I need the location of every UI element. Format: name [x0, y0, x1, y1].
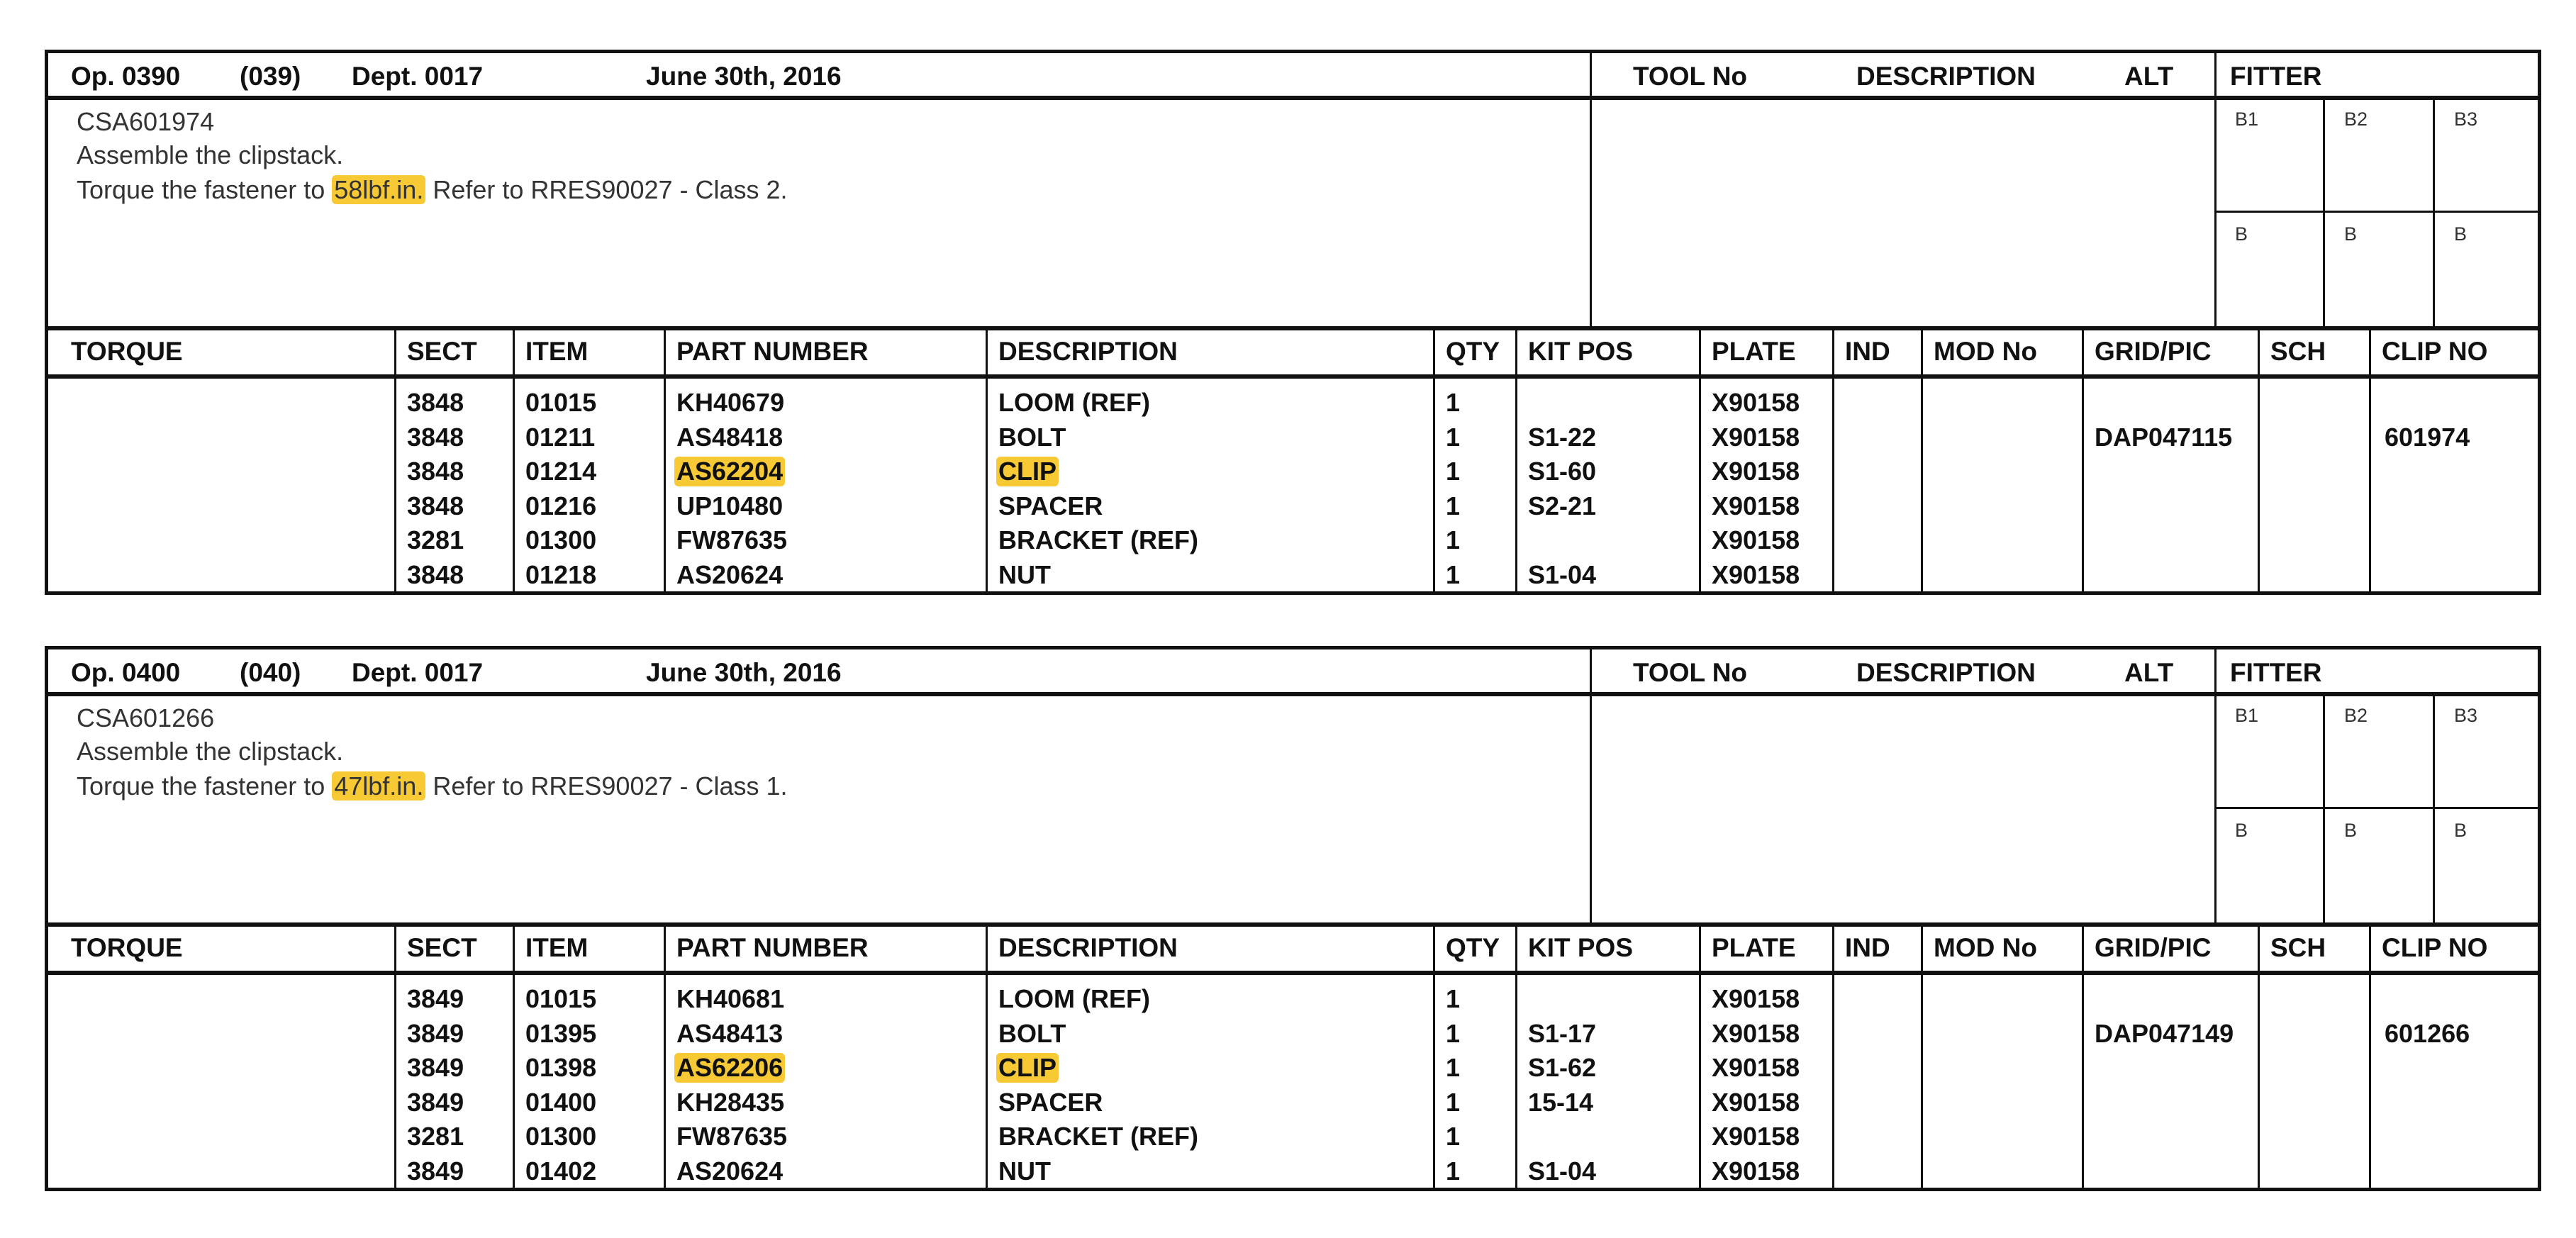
fitter-section-divider — [2214, 649, 2217, 924]
table-cell-desc: BRACKET (REF) — [998, 1122, 1198, 1151]
table-cell-kit: S2-21 — [1528, 491, 1597, 520]
table-cell-sect: 3849 — [407, 1087, 464, 1117]
torque-value: 47lbf.in. — [332, 771, 425, 801]
fitter-slot-label: B3 — [2454, 108, 2478, 130]
column-divider — [1699, 925, 1701, 1191]
column-header-qty: QTY — [1446, 337, 1500, 366]
column-divider — [1699, 328, 1701, 595]
fitter-header: FITTER — [2230, 62, 2322, 91]
operation-block — [45, 50, 2541, 595]
column-divider — [394, 925, 396, 1191]
table-cell-part: UP10480 — [676, 491, 784, 520]
fitter-slot-label: B — [2235, 820, 2248, 841]
column-divider — [664, 925, 666, 1191]
table-cell-sect: 3849 — [407, 1156, 464, 1186]
table-cell-qty: 1 — [1446, 1087, 1461, 1117]
table-cell-sect: 3281 — [407, 1122, 464, 1151]
column-divider — [986, 328, 988, 595]
column-header-torque: TORQUE — [71, 337, 183, 366]
table-cell-part: AS62204 — [674, 457, 785, 486]
header-divider — [48, 692, 2538, 696]
op-sequence: (039) — [240, 62, 301, 91]
table-cell-desc: LOOM (REF) — [998, 388, 1150, 417]
alt-header: ALT — [2124, 658, 2174, 687]
fitter-slot-label: B — [2344, 820, 2358, 841]
table-cell-part: AS20624 — [676, 560, 784, 589]
instruction-text: Torque the fastener to — [77, 771, 333, 801]
fitter-row-divider — [2214, 807, 2538, 809]
table-cell-desc: NUT — [998, 1156, 1051, 1186]
table-cell-qty: 1 — [1446, 457, 1461, 486]
instruction-torque-line — [77, 771, 788, 801]
column-divider — [2082, 328, 2084, 595]
column-header-sect: SECT — [407, 337, 477, 366]
op-number: Op. 0400 — [71, 658, 181, 687]
tool-description-header: DESCRIPTION — [1856, 62, 2036, 91]
instruction-text: Refer to RRES90027 - Class 1. — [425, 771, 788, 801]
table-cell-desc: NUT — [998, 560, 1051, 589]
table-cell-part: KH40681 — [676, 984, 785, 1013]
fitter-slot-label: B1 — [2235, 705, 2259, 726]
table-cell-plate: X90158 — [1712, 1018, 1800, 1048]
fitter-slot-label: B3 — [2454, 705, 2478, 726]
table-cell-kit: S1-60 — [1528, 457, 1597, 486]
fitter-slot-label: B1 — [2235, 108, 2259, 130]
column-header-mod-no: MOD No — [1934, 933, 2037, 962]
table-cell-sect: 3848 — [407, 457, 464, 486]
fitter-slot-label: B — [2235, 223, 2248, 245]
column-header-qty: QTY — [1446, 933, 1500, 962]
column-divider — [1515, 328, 1517, 595]
tool-no-header: TOOL No — [1633, 62, 1748, 91]
table-cell-qty: 1 — [1446, 984, 1461, 1013]
grid-pic-value: DAP047149 — [2095, 1018, 2234, 1048]
table-cell-part: KH28435 — [676, 1087, 785, 1117]
instruction-line: Assemble the clipstack. — [77, 737, 344, 766]
column-divider — [1921, 328, 1923, 595]
column-header-plate: PLATE — [1712, 933, 1796, 962]
table-cell-qty: 1 — [1446, 422, 1461, 452]
instruction-text: Torque the fastener to — [77, 175, 333, 204]
column-divider — [513, 328, 515, 595]
table-cell-item: 01398 — [525, 1053, 597, 1083]
table-cell-plate: X90158 — [1712, 1122, 1800, 1151]
table-cell-item: 01402 — [525, 1156, 597, 1186]
table-cell-plate: X90158 — [1712, 422, 1800, 452]
column-header-description: DESCRIPTION — [998, 933, 1178, 962]
column-divider — [513, 925, 515, 1191]
table-cell-item: 01218 — [525, 560, 597, 589]
fitter-slot-label: B — [2344, 223, 2358, 245]
table-cell-sect: 3849 — [407, 1018, 464, 1048]
header-divider — [48, 96, 2538, 100]
column-divider — [2369, 328, 2371, 595]
column-divider — [1515, 925, 1517, 1191]
torque-value: 58lbf.in. — [332, 175, 425, 204]
fitter-row-divider — [2214, 211, 2538, 213]
fitter-section-divider — [2214, 53, 2217, 328]
column-header-part-number: PART NUMBER — [676, 933, 869, 962]
table-cell-item: 01015 — [525, 984, 597, 1013]
table-cell-sect: 3848 — [407, 422, 464, 452]
table-cell-part: FW87635 — [676, 1122, 788, 1151]
table-cell-plate: X90158 — [1712, 491, 1800, 520]
op-sequence: (040) — [240, 658, 301, 687]
table-cell-qty: 1 — [1446, 1053, 1461, 1083]
table-cell-plate: X90158 — [1712, 560, 1800, 589]
table-cell-sect: 3281 — [407, 525, 464, 555]
table-cell-item: 01400 — [525, 1087, 597, 1117]
table-cell-part: AS48413 — [676, 1018, 784, 1048]
table-cell-kit: S1-04 — [1528, 560, 1597, 589]
column-header-part-number: PART NUMBER — [676, 337, 869, 366]
table-cell-desc: SPACER — [998, 491, 1103, 520]
column-header-sch: SCH — [2270, 337, 2326, 366]
table-cell-desc: BOLT — [998, 422, 1066, 452]
column-divider — [664, 328, 666, 595]
table-cell-desc: LOOM (REF) — [998, 984, 1150, 1013]
table-cell-desc: SPACER — [998, 1087, 1103, 1117]
table-cell-qty: 1 — [1446, 1122, 1461, 1151]
column-divider — [2082, 925, 2084, 1191]
table-cell-kit: S1-62 — [1528, 1053, 1597, 1083]
table-cell-item: 01216 — [525, 491, 597, 520]
clip-no-value: 601266 — [2385, 1018, 2470, 1048]
instruction-text: Refer to RRES90027 - Class 2. — [425, 175, 788, 204]
table-cell-plate: X90158 — [1712, 1156, 1800, 1186]
table-cell-kit: S1-22 — [1528, 422, 1597, 452]
table-cell-part: AS20624 — [676, 1156, 784, 1186]
column-header-clip-no: CLIP NO — [2382, 337, 2488, 366]
instruction-torque-line — [77, 175, 788, 205]
fitter-slot-label: B — [2454, 820, 2468, 841]
tool-section-divider — [1590, 649, 1592, 924]
column-header-ind: IND — [1845, 337, 1890, 366]
tool-no-header: TOOL No — [1633, 658, 1748, 687]
column-header-description: DESCRIPTION — [998, 337, 1178, 366]
column-divider — [394, 328, 396, 595]
table-header-divider — [48, 374, 2538, 379]
table-cell-kit: 15-14 — [1528, 1087, 1594, 1117]
column-header-kit-pos: KIT POS — [1528, 933, 1634, 962]
column-divider — [2258, 328, 2260, 595]
tool-section-divider — [1590, 53, 1592, 328]
table-cell-plate: X90158 — [1712, 457, 1800, 486]
column-divider — [2258, 925, 2260, 1191]
table-cell-plate: X90158 — [1712, 1087, 1800, 1117]
dept: Dept. 0017 — [352, 62, 484, 91]
date: June 30th, 2016 — [646, 658, 842, 687]
instruction-line: Assemble the clipstack. — [77, 140, 344, 169]
instruction-code: CSA601266 — [77, 703, 215, 732]
column-header-clip-no: CLIP NO — [2382, 933, 2488, 962]
table-header-divider — [48, 971, 2538, 975]
table-cell-kit: S1-17 — [1528, 1018, 1597, 1048]
column-header-grid-pic: GRID/PIC — [2095, 337, 2212, 366]
table-cell-item: 01211 — [525, 422, 596, 452]
table-cell-sect: 3848 — [407, 560, 464, 589]
table-cell-part: AS62206 — [674, 1053, 785, 1083]
column-header-sect: SECT — [407, 933, 477, 962]
table-cell-item: 01395 — [525, 1018, 597, 1048]
column-header-torque: TORQUE — [71, 933, 183, 962]
table-cell-desc: CLIP — [996, 1053, 1059, 1083]
table-cell-sect: 3848 — [407, 491, 464, 520]
table-cell-part: FW87635 — [676, 525, 788, 555]
table-cell-plate: X90158 — [1712, 388, 1800, 417]
instruction-code: CSA601974 — [77, 107, 215, 136]
column-divider — [2369, 925, 2371, 1191]
column-header-plate: PLATE — [1712, 337, 1796, 366]
table-cell-sect: 3849 — [407, 984, 464, 1013]
table-cell-plate: X90158 — [1712, 984, 1800, 1013]
column-header-mod-no: MOD No — [1934, 337, 2037, 366]
table-cell-qty: 1 — [1446, 1018, 1461, 1048]
table-cell-item: 01300 — [525, 1122, 597, 1151]
column-divider — [1832, 925, 1834, 1191]
table-cell-qty: 1 — [1446, 491, 1461, 520]
column-header-ind: IND — [1845, 933, 1890, 962]
grid-pic-value: DAP047115 — [2095, 422, 2233, 452]
date: June 30th, 2016 — [646, 62, 842, 91]
column-divider — [1433, 925, 1435, 1191]
column-divider — [1921, 925, 1923, 1191]
table-cell-part: AS48418 — [676, 422, 784, 452]
column-divider — [986, 925, 988, 1191]
fitter-slot-label: B — [2454, 223, 2468, 245]
column-divider — [1433, 328, 1435, 595]
table-cell-part: KH40679 — [676, 388, 785, 417]
column-header-item: ITEM — [525, 337, 589, 366]
table-cell-qty: 1 — [1446, 560, 1461, 589]
table-cell-desc: CLIP — [996, 457, 1059, 486]
table-cell-qty: 1 — [1446, 1156, 1461, 1186]
dept: Dept. 0017 — [352, 658, 484, 687]
table-cell-item: 01300 — [525, 525, 597, 555]
tool-description-header: DESCRIPTION — [1856, 658, 2036, 687]
op-number: Op. 0390 — [71, 62, 181, 91]
table-cell-desc: BRACKET (REF) — [998, 525, 1198, 555]
column-header-grid-pic: GRID/PIC — [2095, 933, 2212, 962]
instruction-divider — [48, 922, 2538, 927]
table-cell-kit: S1-04 — [1528, 1156, 1597, 1186]
alt-header: ALT — [2124, 62, 2174, 91]
table-cell-qty: 1 — [1446, 388, 1461, 417]
table-cell-plate: X90158 — [1712, 525, 1800, 555]
instruction-divider — [48, 326, 2538, 330]
table-cell-desc: BOLT — [998, 1018, 1066, 1048]
table-cell-qty: 1 — [1446, 525, 1461, 555]
clip-no-value: 601974 — [2385, 422, 2470, 452]
table-cell-sect: 3849 — [407, 1053, 464, 1083]
table-cell-item: 01015 — [525, 388, 597, 417]
table-cell-sect: 3848 — [407, 388, 464, 417]
column-divider — [1832, 328, 1834, 595]
column-header-sch: SCH — [2270, 933, 2326, 962]
table-cell-item: 01214 — [525, 457, 597, 486]
table-cell-plate: X90158 — [1712, 1053, 1800, 1083]
fitter-slot-label: B2 — [2344, 108, 2368, 130]
column-header-item: ITEM — [525, 933, 589, 962]
column-header-kit-pos: KIT POS — [1528, 337, 1634, 366]
fitter-slot-label: B2 — [2344, 705, 2368, 726]
operation-block — [45, 646, 2541, 1191]
fitter-header: FITTER — [2230, 658, 2322, 687]
